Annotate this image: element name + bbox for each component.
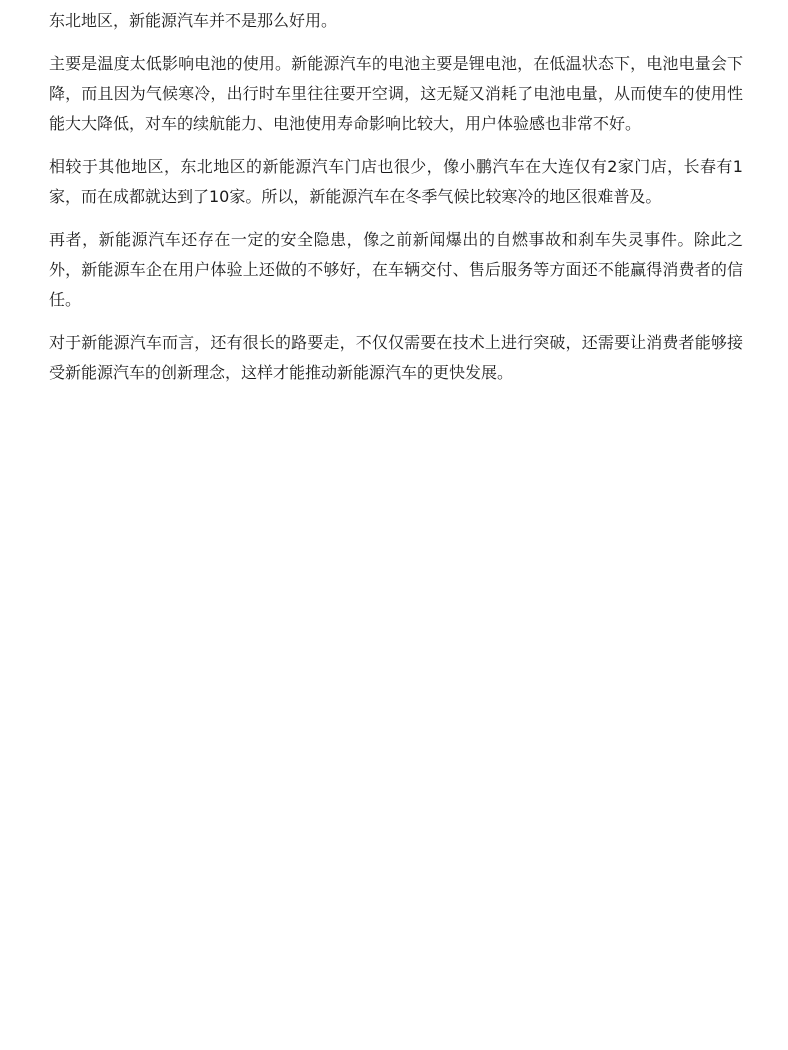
article-body — [49, 6, 743, 401]
paragraph: 再者，新能源汽车还存在一定的安全隐患，像之前新闻爆出的自燃事故和刹车失灵事件。除此之外，新能源车企在用户体验上还做的不够好，在车辆交付、售后服务等方面还不能赢得消费者的信任。 — [49, 230, 743, 309]
paragraph: 主要是温度太低影响电池的使用。新能源汽车的电池主要是锂电池，在低温状态下，电池电量会下降，而且因为气候寒冷，出行时车里往往要开空调，这无疑又消耗了电池电量，从而使车的使用性能大大降低，对车的续航能力、电池使用寿命影响比较大，用户体验感也非常不好。 — [49, 54, 743, 133]
paragraph: 对于新能源汽车而言，还有很长的路要走，不仅仅需要在技术上进行突破，还需要让消费者能够接受新能源汽车的创新理念，这样才能推动新能源汽车的更快发展。 — [49, 333, 743, 382]
paragraph: 相较于其他地区，东北地区的新能源汽车门店也很少，像小鹏汽车在大连仅有2家门店，长春有1家，而在成都就达到了10家。所以，新能源汽车在冬季气候比较寒冷的地区很难普及。 — [49, 157, 743, 206]
paragraph: 东北地区，新能源汽车并不是那么好用。 — [49, 11, 338, 30]
